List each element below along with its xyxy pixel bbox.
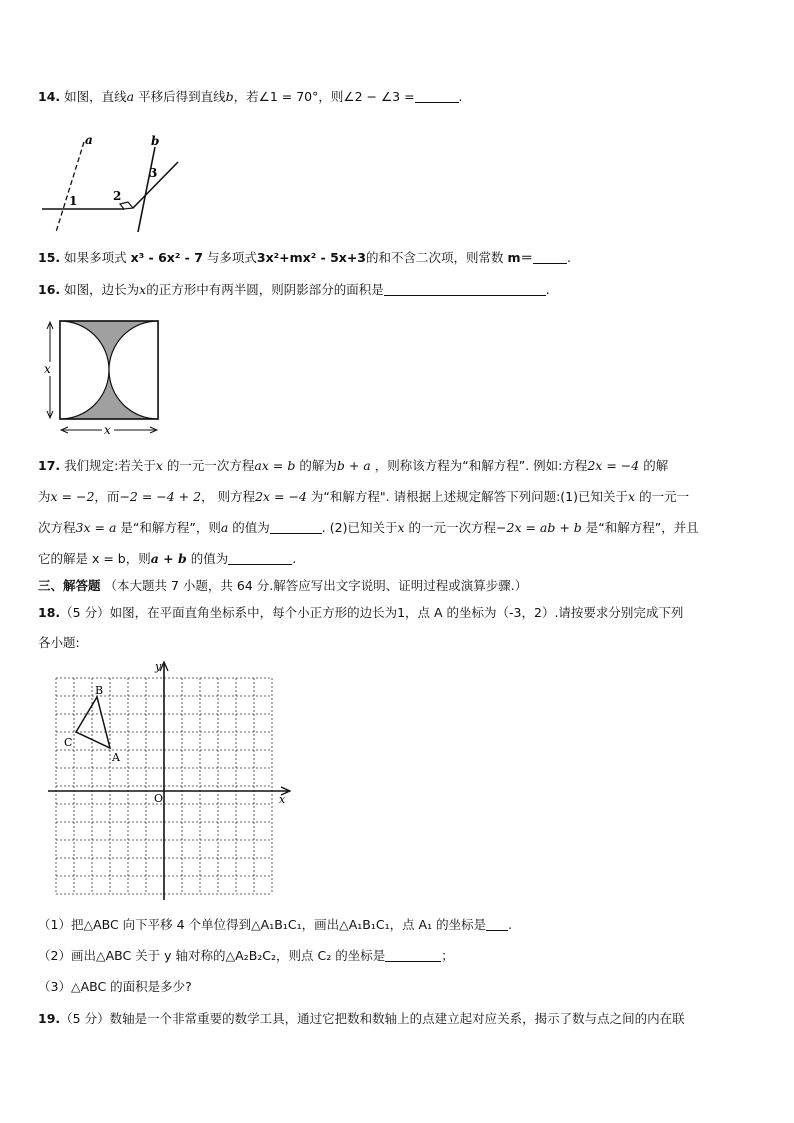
q14-text-3: ，若∠1 = 70°，则∠2 − ∠3 = (233, 89, 415, 104)
side-label-x: x (44, 362, 51, 376)
q15-end: . (567, 250, 572, 265)
q17-text-3d: . (2)已知关于 (321, 520, 398, 535)
question-18-sub-2 (38, 947, 454, 965)
question-18-line-1 (38, 604, 683, 622)
q18-sub2-text: （2）画出△ABC 关于 y 轴对称的△A₂B₂C₂，则点 C₂ 的坐标是 (38, 948, 386, 963)
q17-text-2d: 为“和解方程". 请根据上述规定解答下列问题:(1)已知关于 (310, 489, 629, 504)
constant-m: m＝ (507, 250, 534, 265)
expression-a-plus-b: a + b (150, 551, 187, 566)
section-note: （本大题共 7 小题，共 64 分.解答应写出文字说明、证明过程或演算步骤.） (104, 578, 528, 593)
parallel-lines-figure (38, 132, 188, 237)
question-number: 19. (38, 1011, 61, 1026)
bottom-label-x: x (104, 423, 111, 437)
q14-end: . (458, 89, 463, 104)
q16-text-2: 的正方形中有两半圆，则阴影部分的面积是 (146, 282, 384, 297)
label-a: a (85, 133, 93, 147)
polynomial-1: x³ - 6x² - 7 (130, 250, 203, 265)
q17-text-4b: 的值为 (190, 551, 229, 566)
answer-blank-2[interactable] (228, 552, 292, 565)
answer-blank[interactable] (384, 283, 546, 296)
bend-shape (120, 202, 133, 209)
var-a: a (126, 89, 135, 104)
section-title: 三、解答题 (38, 578, 101, 593)
y-axis-label: y (155, 660, 162, 673)
q17-text-3e: 的一元一次方程 (408, 520, 497, 535)
q17-text-3a: 次方程 (38, 520, 76, 535)
q14-text-1: 如图，直线 (64, 89, 127, 104)
q17-text-1d: ，则称该方程为“和解方程”. 例如:方程 (374, 458, 588, 473)
point-a-label: A (112, 751, 120, 764)
q19-text: （5 分）数轴是一个非常重要的数学工具，通过它把数和数轴上的点建立起对应关系，揭示了数与点之间的内在联 (60, 1011, 685, 1026)
question-number: 16. (38, 282, 61, 297)
example-equation-2: 2x = −4 (255, 489, 307, 504)
q18-sub1-text: （1）把△ABC 向下平移 4 个单位得到△A₁B₁C₁，画出△A₁B₁C₁，点 A₁ 的坐标是 (38, 917, 487, 932)
var-a: a (220, 520, 229, 535)
q16-end: . (545, 282, 550, 297)
equation-2: −2x = ab + b (496, 520, 582, 535)
question-17-line-4 (38, 550, 296, 568)
question-18-line-2 (38, 634, 80, 652)
dashed-line-a (56, 142, 84, 232)
q17-text-2e: 的一元一 (639, 489, 690, 504)
q18-text-1: （5 分）如图，在平面直角坐标系中，每个小正方形的边长为1，点 A 的坐标为（-3，2）.请按要求分别完成下列 (60, 605, 684, 620)
square-semicircles-figure (38, 316, 168, 438)
answer-blank[interactable] (533, 251, 567, 264)
question-18-sub-1 (38, 916, 512, 934)
q17-text-3c: 的值为 (232, 520, 270, 535)
q17-text-1b: 的一元一次方程 (166, 458, 255, 473)
angle-3-label: 3 (149, 166, 158, 180)
q17-text-2b: ，而 (94, 489, 120, 504)
q15-text-2: 与多项式 (206, 250, 257, 265)
x-axis-label: x (279, 793, 286, 806)
q17-text-2c: ， 则方程 (201, 489, 256, 504)
origin-label: O (154, 792, 164, 805)
question-17-line-3 (38, 519, 699, 537)
label-b: b (151, 134, 160, 148)
q17-text-1c: 的解为 (299, 458, 337, 473)
question-number: 18. (38, 605, 61, 620)
var-x: x (397, 520, 405, 535)
question-number: 17. (38, 458, 61, 473)
question-14 (38, 88, 463, 106)
q17-text-3b: 是“和解方程”，则 (120, 520, 221, 535)
q17-text-1e: 的解 (643, 458, 669, 473)
q17-end: . (292, 551, 297, 566)
example-equation: 2x = −4 (587, 458, 640, 473)
angle-2-label: 2 (113, 189, 122, 203)
q18-sub3-text: （3）△ABC 的面积是多少? (38, 979, 192, 994)
answer-blank[interactable] (415, 90, 459, 103)
q17-text-2a: 为 (38, 489, 51, 504)
q18-sub2-end: ； (441, 948, 454, 963)
question-number: 14. (38, 89, 61, 104)
coordinate-grid-figure (48, 660, 298, 905)
var-b: b (225, 89, 234, 104)
polynomial-2: 3x²+mx² - 5x+3 (256, 250, 367, 265)
example-solution: x = −2 (50, 489, 95, 504)
question-17-line-2 (38, 488, 689, 506)
q17-text-1a: 我们规定:若关于 (64, 458, 156, 473)
q15-text-1: 如果多项式 (64, 250, 127, 265)
point-b-label: B (95, 684, 104, 697)
question-18-sub-3 (38, 978, 192, 996)
equation-3x-a: 3x = a (75, 520, 117, 535)
answer-blank-1[interactable] (270, 521, 322, 534)
answer-blank-a1[interactable] (486, 918, 508, 931)
point-c-label: C (64, 736, 73, 749)
question-15 (38, 249, 571, 267)
var-x: x (628, 489, 636, 504)
q17-text-4a: 它的解是 x = b，则 (38, 551, 151, 566)
triangle-abc (76, 697, 110, 748)
solution-b-plus-a: b + a (336, 458, 371, 473)
q14-text-2: 平移后得到直线 (138, 89, 226, 104)
question-number: 15. (38, 250, 61, 265)
q18-text-2: 各小题: (38, 635, 80, 650)
section-3-heading (38, 577, 527, 595)
var-x: x (155, 458, 163, 473)
question-16 (38, 281, 550, 299)
equation-ax-b: ax = b (254, 458, 296, 473)
answer-blank-c2[interactable] (385, 949, 441, 962)
question-17-line-1 (38, 457, 668, 475)
check-equation: −2 = −4 + 2 (119, 489, 202, 504)
line-b (138, 147, 158, 232)
question-19 (38, 1010, 685, 1028)
q16-text-1: 如图，边长为 (64, 282, 140, 297)
q18-sub1-end: . (508, 917, 513, 932)
q17-text-3f: 是“和解方程”，并且 (585, 520, 699, 535)
q15-text-3: 的和不含二次项，则常数 (366, 250, 504, 265)
angle-1-label: 1 (69, 194, 78, 208)
var-x: x (139, 282, 147, 297)
